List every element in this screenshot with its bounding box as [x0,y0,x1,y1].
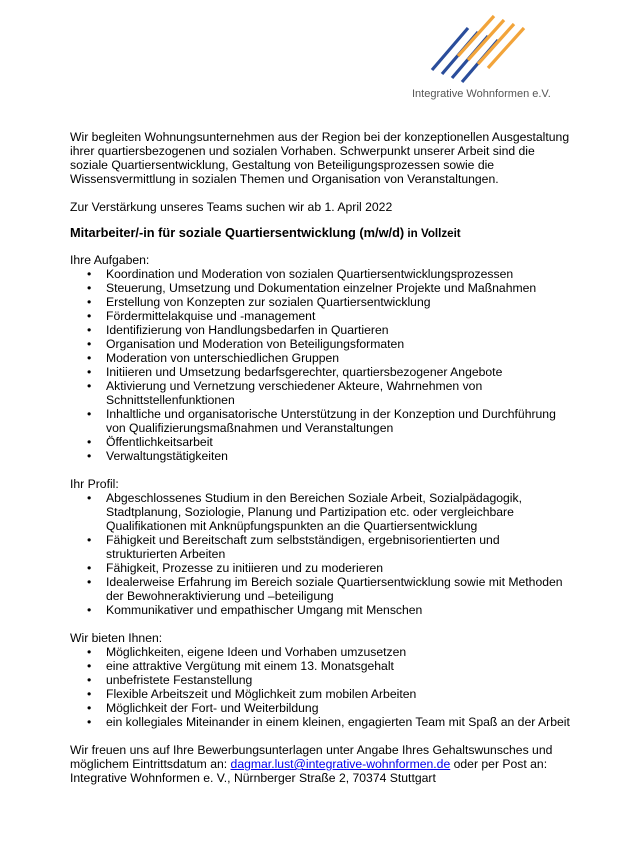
logo [410,12,560,104]
list-item: • Moderation von unterschiedlichen Gruppen [106,351,570,365]
list-item: • eine attraktive Vergütung mit einem 13. Monatsgehalt [106,659,570,673]
closing-text-after: oder per Post an: Integrative Wohnformen e. V., Nürnberger Straße 2, 70374 Stuttgart [70,757,548,785]
offer-list [70,645,570,729]
list-item: • Organisation und Moderation von Beteiligungsformaten [106,337,570,351]
job-title-main: Mitarbeiter/-in für soziale Quartiersentwicklung (m/w/d) [70,225,405,240]
tasks-heading: Ihre Aufgaben: [70,253,150,267]
list-item: • Fähigkeit, Prozesse zu initiieren und zu moderieren [106,561,570,575]
list-item: • Öffentlichkeitsarbeit [106,435,570,449]
list-item: • ein kollegiales Miteinander in einem kleinen, engagierten Team mit Spaß an der Arbeit [106,715,570,729]
profile-heading: Ihr Profil: [70,477,119,491]
profile-list [70,491,570,617]
closing-paragraph [70,743,570,785]
offer-heading: Wir bieten Ihnen: [70,631,163,645]
intro-paragraph: Wir begleiten Wohnungsunternehmen aus der Region bei der konzeptionellen Ausgestaltung ihrer quartiersbezogenen und sozialen Vorhaben. Schwerpunkt unserer Arbeit sind die soziale Quartiersentwicklung, Gestaltung von Beteiligungsprozessen sowie die Wissensvermittlung in sozialen Themen und Organisation von Veranstaltungen. [70,130,570,186]
list-item: • Aktivierung und Vernetzung verschiedener Akteure, Wahrnehmen von Schnittstellenfunktionen [106,379,570,407]
list-item: • Abgeschlossenes Studium in den Bereichen Soziale Arbeit, Sozialpädagogik, Stadtplanung, Soziologie, Planung und Partizipation etc. oder vergleichbare Qualifikationen mit Anknüpfungspunkten an die Quartiersentwicklung [106,491,570,533]
list-item: • unbefristete Festanstellung [106,673,570,687]
list-item: • Initiieren und Umsetzung bedarfsgerechter, quartiersbezogener Angebote [106,365,570,379]
list-item: • Inhaltliche und organisatorische Unterstützung in der Konzeption und Durchführung von Qualifizierungsmaßnahmen und Veranstaltungen [106,407,570,435]
list-item: • Steuerung, Umsetzung und Dokumentation einzelner Projekte und Maßnahmen [106,281,570,295]
list-item: • Fördermittelakquise und -management [106,309,570,323]
list-item: • Flexible Arbeitszeit und Möglichkeit zum mobilen Arbeiten [106,687,570,701]
email-link[interactable]: dagmar.lust@integrative-wohnformen.de [230,757,451,771]
list-item: • Verwaltungstätigkeiten [106,449,570,463]
job-title [70,226,570,241]
list-item: • Möglichkeiten, eigene Ideen und Vorhaben umzusetzen [106,645,570,659]
job-title-tail: in Vollzeit [404,227,461,240]
logo-mark [428,12,538,84]
start-date-line: Zur Verstärkung unseres Teams suchen wir ab 1. April 2022 [70,200,393,214]
list-item: • Idealerweise Erfahrung im Bereich soziale Quartiersentwicklung sowie mit Methoden der Bewohneraktivierung und –beteiligung [106,575,570,603]
list-item: • Kommunikativer und empathischer Umgang mit Menschen [106,603,570,617]
list-item: • Koordination und Moderation von sozialen Quartiersentwicklungsprozessen [106,267,570,281]
job-posting [70,130,570,785]
logo-text: Integrative Wohnformen e.V. [412,88,551,100]
tasks-list [70,267,570,463]
list-item: • Fähigkeit und Bereitschaft zum selbstständigen, ergebnisorientierten und strukturierten Arbeiten [106,533,570,561]
closing-text-before: Wir freuen uns auf Ihre Bewerbungsunterlagen unter Angabe Ihres Gehaltswunsches und möglichem Eintrittsdatum an: [70,743,553,771]
list-item: • Identifizierung von Handlungsbedarfen in Quartieren [106,323,570,337]
list-item: • Möglichkeit der Fort- und Weiterbildung [106,701,570,715]
list-item: • Erstellung von Konzepten zur sozialen Quartiersentwicklung [106,295,570,309]
